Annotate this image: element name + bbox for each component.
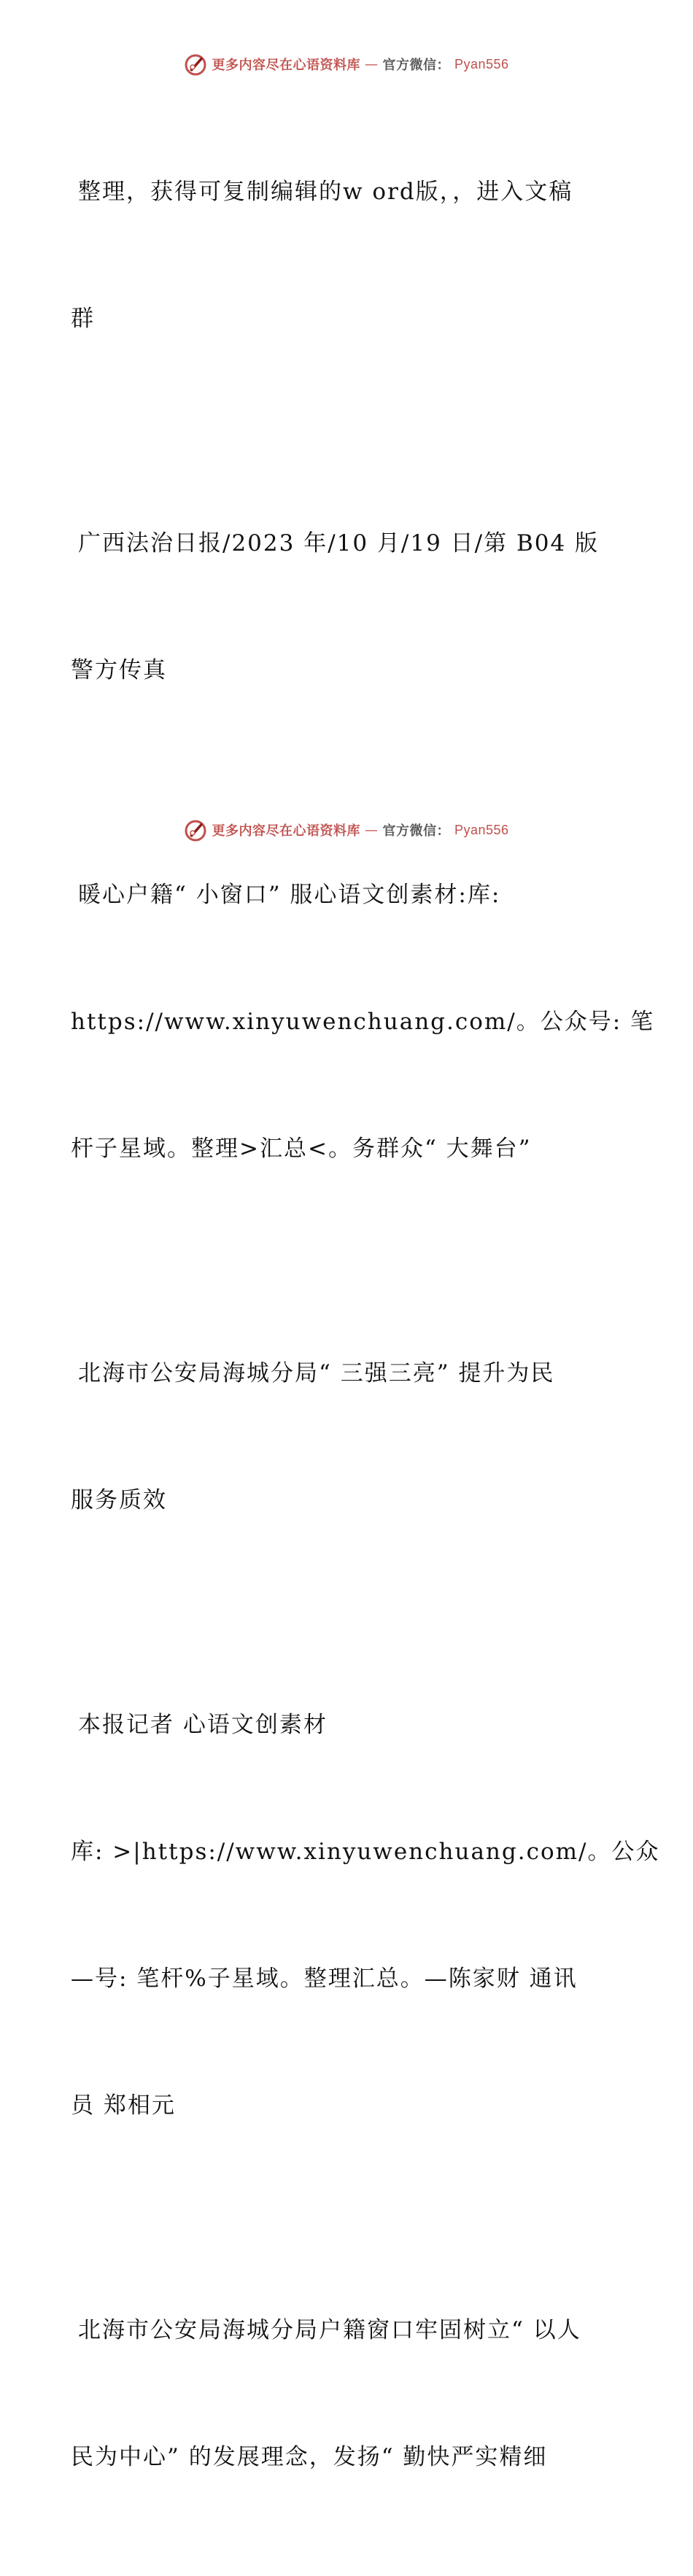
header-banner	[0, 53, 693, 76]
quill-logo-icon	[184, 53, 207, 76]
paragraph-5	[71, 1619, 660, 2211]
text-line: 杆子星域。整理>汇总<。务群众“ 大舞台”	[71, 1136, 532, 1162]
text-line: 本报记者 心语文创素材	[78, 1712, 328, 1738]
text-line: 暖心户籍“ 小窗口” 服心语文创素材:库:	[78, 882, 501, 908]
text-line: 民为中心” 的发展理念，发扬“ 勤快严实精细	[71, 2444, 548, 2470]
footer-brand-text: 更多内容尽在心语资料库	[212, 823, 360, 839]
paragraph-4	[71, 1268, 625, 1606]
text-line: 服务质效	[71, 1487, 167, 1513]
document-body	[71, 86, 660, 2576]
quill-logo-icon	[184, 818, 207, 842]
paragraph-3	[71, 789, 655, 1254]
header-dash: —	[364, 56, 379, 72]
header-brand-text: 更多内容尽在心语资料库	[212, 58, 360, 73]
text-line: https://www.xinyuwenchuang.com/。公众号: 笔	[71, 1009, 655, 1035]
footer-banner	[0, 818, 693, 842]
text-line: —号: 笔杆%子星域。整理汇总。—陈家财 通讯	[71, 1966, 578, 1992]
header-wechat-handle: Pyan556	[454, 56, 509, 71]
text-line: 北海市公安局海城分局户籍窗口牢固树立“ 以人	[78, 2317, 581, 2343]
text-line: 广西法治日报/2023 年/10 月/19 日/第 B04 版	[78, 530, 600, 556]
paragraph-2	[71, 438, 625, 776]
text-line: 员 郑相元	[71, 2092, 176, 2119]
footer-wechat-label: 官方微信：	[382, 823, 450, 839]
text-line: 北海市公安局海城分局“ 三强三亮” 提升为民	[78, 1360, 555, 1386]
text-line: 整理，获得可复制编辑的w ord版，，进入文稿	[78, 179, 573, 205]
header-wechat-label: 官方微信：	[382, 58, 450, 73]
text-line: 群	[71, 306, 95, 332]
footer-wechat-handle: Pyan556	[454, 822, 509, 837]
footer-dash: —	[364, 822, 379, 838]
text-line: 库: >|https://www.xinyuwenchuang.com/。公众	[71, 1839, 660, 1865]
text-line: 警方传真	[71, 657, 167, 683]
paragraph-1	[71, 86, 625, 424]
paragraph-6	[71, 2224, 625, 2563]
